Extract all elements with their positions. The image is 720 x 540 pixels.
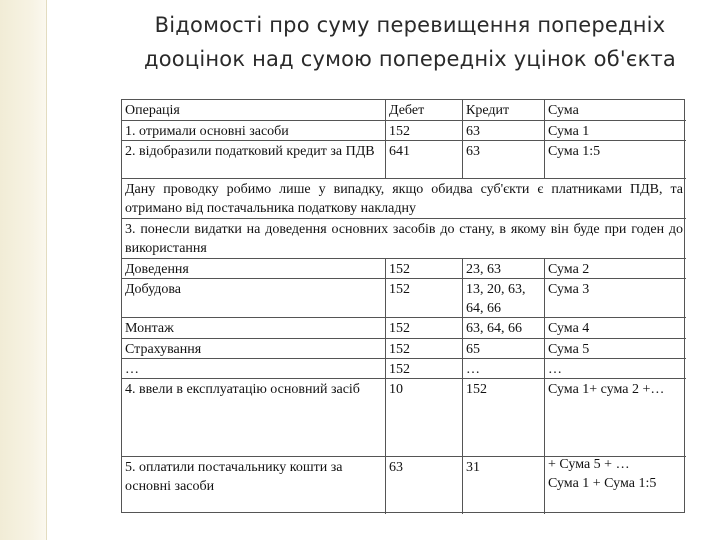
row4-operation: 4. ввели в експлуатацію основний засіб xyxy=(122,379,386,457)
row-montazh-credit: 63, 64, 66 xyxy=(463,318,545,339)
row-montazh-operation: Монтаж xyxy=(122,318,386,339)
row-strakhuvannia-operation: Страхування xyxy=(122,339,386,359)
row2-operation: 2. відобразили податковий кредит за ПДВ xyxy=(122,141,386,179)
row-ellipsis-operation: … xyxy=(122,359,386,379)
accounting-table xyxy=(121,99,685,513)
row1-debit: 152 xyxy=(386,121,463,141)
row5-credit: 31 xyxy=(463,457,545,514)
row-dovedennia-sum: Сума 2 xyxy=(545,259,686,279)
row-dobudova-operation: Добудова xyxy=(122,279,386,318)
row-ellipsis-sum: … xyxy=(545,359,686,379)
row4-sum-cell xyxy=(545,379,686,457)
section3-heading: 3. понесли видатки на доведення основних засобів до стану, в якому він буде при годен до використання xyxy=(122,219,686,259)
header-sum: Сума xyxy=(545,100,686,121)
row5-operation: 5. оплатили постачальнику кошти за основні засоби xyxy=(122,457,386,514)
header-credit: Кредит xyxy=(463,100,545,121)
row-dobudova-sum: Сума 3 xyxy=(545,279,686,318)
row-montazh-sum: Сума 4 xyxy=(545,318,686,339)
row5-debit: 63 xyxy=(386,457,463,514)
row-montazh-debit: 152 xyxy=(386,318,463,339)
row2-debit: 641 xyxy=(386,141,463,179)
row-dovedennia-credit: 23, 63 xyxy=(463,259,545,279)
row-dovedennia-debit: 152 xyxy=(386,259,463,279)
row4-sum-continuation: + Сума 5 + … xyxy=(548,457,630,472)
header-debit: Дебет xyxy=(386,100,463,121)
row2-sum: Сума 1:5 xyxy=(545,141,686,179)
row5-sum: Сума 1 + Сума 1:5 xyxy=(548,476,657,491)
row-strakhuvannia-sum: Сума 5 xyxy=(545,339,686,359)
row-strakhuvannia-debit: 152 xyxy=(386,339,463,359)
row-strakhuvannia-credit: 65 xyxy=(463,339,545,359)
row-dovedennia-operation: Доведення xyxy=(122,259,386,279)
row-dobudova-debit: 152 xyxy=(386,279,463,318)
row4-debit: 10 xyxy=(386,379,463,457)
row4-sum: Сума 1+ сума 2 +… xyxy=(548,382,665,397)
row1-credit: 63 xyxy=(463,121,545,141)
vat-note: Дану проводку робимо лише у випадку, якщо обидва суб'єкти є платниками ПДВ, та отримано від постачальника податкову накладну xyxy=(122,179,686,219)
row5-sum-cell xyxy=(545,457,686,514)
row4-credit: 152 xyxy=(463,379,545,457)
decorative-side-bar xyxy=(0,0,47,540)
row-ellipsis-credit: … xyxy=(463,359,545,379)
row-ellipsis-debit: 152 xyxy=(386,359,463,379)
row1-operation: 1. отримали основні засоби xyxy=(122,121,386,141)
header-operation: Операція xyxy=(122,100,386,121)
row2-credit: 63 xyxy=(463,141,545,179)
row-dobudova-credit: 13, 20, 63, 64, 66 xyxy=(463,279,545,318)
row1-sum: Сума 1 xyxy=(545,121,686,141)
page-title: Відомості про суму перевищення попередніх дооцінок над сумою попередніх уцінок об'єкта xyxy=(144,13,676,71)
